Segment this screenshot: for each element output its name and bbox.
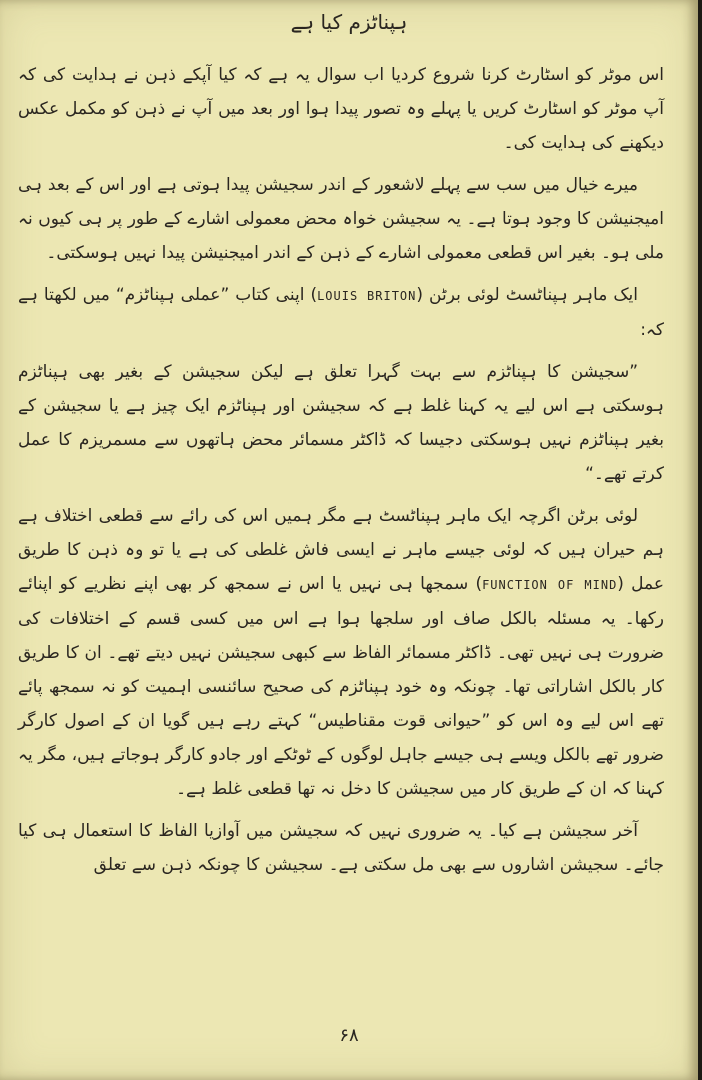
page-number: ۶۸ <box>339 1025 359 1046</box>
paragraph-2: میرے خیال میں سب سے پہلے لاشعور کے اندر سجیشن پیدا ہوتی ہے اور اس کے بعد ہی امیجنیشن کا وجود ہوتا ہے۔ یہ سجیشن خواہ محض معمولی اشارے کے طور پر ہی کیوں نہ ملی ہو۔ بغیر اس قطعی معمولی اشارے کے ذہن کے اندر امیجنیشن پیدا نہیں ہوسکتی۔ <box>18 175 664 263</box>
paragraph-5 <box>18 499 664 806</box>
page-title: ہپناٹزم کیا ہے <box>290 10 408 34</box>
paragraph-3-part-2: ) اپنی کتاب ”عملی ہپناٹزم“ میں لکھتا ہے کہ: <box>18 285 664 340</box>
paragraph-5-part-2: ) سمجھا ہی نہیں یا اس نے سمجھ کر بھی اپنے نظریے کو اپنائے رکھا۔ یہ مسئلہ بالکل صاف اور سلجھا ہوا ہے اس میں کسی قسم کے اختلافات کی ضرورت ہی نہیں تھی۔ ڈاکٹر مسمائر الفاظ سے کبھی سجیشن نہیں دیتے تھے۔ ان کا طریق کار بالکل اشاراتی تھا۔ چونکہ وہ خود ہپناٹزم کی صحیح سائنسی اہمیت کو نہ سمجھ پائے تھے اس لیے وہ اس کو ”حیوانی قوت مقناطیس“ کہتے رہے ہیں گویا ان کے اصول کارگر ضرور تھے بالکل ویسے ہی جیسے جاہل لوگوں کے ٹوٹکے اور جادو کارگر ہوجاتے ہیں، مگر یہ کہنا کہ ان کے طریق کار میں سجیشن کا دخل نہ تھا قطعی غلط ہے۔ <box>18 574 664 799</box>
paragraph-5-part-1: لوئی برٹن اگرچہ ایک ماہر ہپناٹسٹ ہے مگر ہمیں اس کی رائے سے قطعی اختلاف ہے ہم حیران ہیں کہ لوئی جیسے ماہر نے ایسی فاش غلطی کی ہے یا تو وہ ذہن کا طریق عمل ( <box>18 506 664 594</box>
paragraph-3 <box>18 278 664 347</box>
page-body <box>18 58 664 890</box>
quotation-paragraph: ”سجیشن کا ہپناٹزم سے بہت گہرا تعلق ہے لیکن سجیشن کے بغیر بھی ہپناٹزم ہوسکتی ہے اس لیے یہ کہنا غلط ہے کہ سجیشن اور ہپناٹزم ایک چیز ہے یا سجیشن کے بغیر ہپناٹزم نہیں ہوسکتی دجیسا کہ ڈاکٹر مسمائر محض ہاتھوں سے مسمریزم کا عمل کرتے تھے۔“ <box>18 362 664 484</box>
page-edge-shadow <box>698 0 702 1080</box>
latin-term-function-of-mind: FUNCTION OF MIND <box>482 578 618 592</box>
paragraph-6: آخر سجیشن ہے کیا۔ یہ ضروری نہیں کہ سجیشن میں آوازیا الفاظ کا استعمال ہی کیا جائے۔ سجیشن اشاروں سے بھی مل سکتی ہے۔ سجیشن کا چونکہ ذہن سے تعلق <box>18 821 664 875</box>
paragraph-1: اس موٹر کو اسٹارٹ کرنا شروع کردیا اب سوال یہ ہے کہ کیا آپکے ذہن نے ہدایت کی کہ آپ موٹر کو اسٹارٹ کریں یا پہلے وہ تصور پیدا ہوا اور بعد میں آپ نے ذہن کو مکمل عکس دیکھنے کی ہدایت کی۔ <box>18 65 664 153</box>
paragraph-3-part-1: ایک ماہر ہپناٹسٹ لوئی برٹن ( <box>416 285 638 305</box>
latin-name-louis-briton: LOUIS BRITON <box>317 289 417 303</box>
